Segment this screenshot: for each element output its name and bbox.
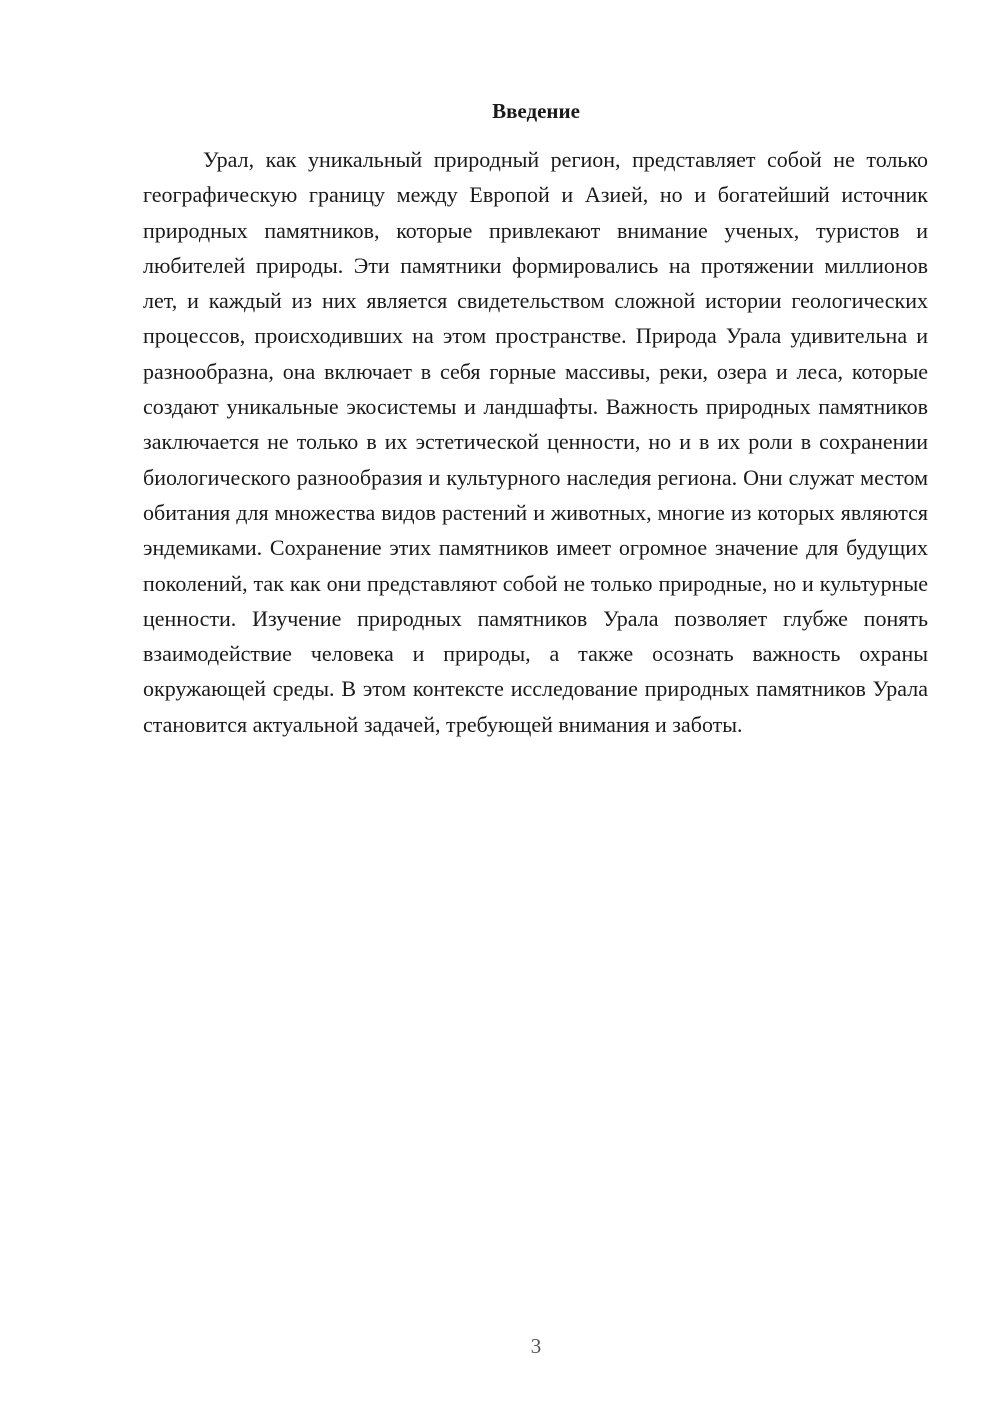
page-number: 3: [530, 1334, 542, 1358]
section-heading: Введение: [492, 99, 580, 123]
body-paragraph: Урал, как уникальный природный регион, представляет собой не только географическую границу между Европой и Азией, но и богатейший источник природных памятников, которые привлекают внимание ученых, туристов и любителей природы. Эти памятники формировались на протяжении миллионов лет, и каждый из них является свидетельством сложной истории геологических процессов, происходивших на этом пространстве. Природа Урала удивительна и разнообразна, она включает в себя горные массивы, реки, озера и леса, которые создают уникальные экосистемы и ландшафты. Важность природных памятников заключается не только в их эстетической ценности, но и в их роли в сохранении биологического разнообразия и культурного наследия региона. Они служат местом обитания для множества видов растений и животных, многие из которых являются эндемиками. Сохранение этих памятников имеет огромное значение для будущих поколений, так как они представляют собой не только природные, но и культурные ценности. Изучение природных памятников Урала позволяет глубже понять взаимодействие человека и природы, а также осознать важность охраны окружающей среды. В этом контексте исследование природных памятников Урала становится актуальной задачей, требующей внимания и заботы.: [143, 147, 928, 737]
